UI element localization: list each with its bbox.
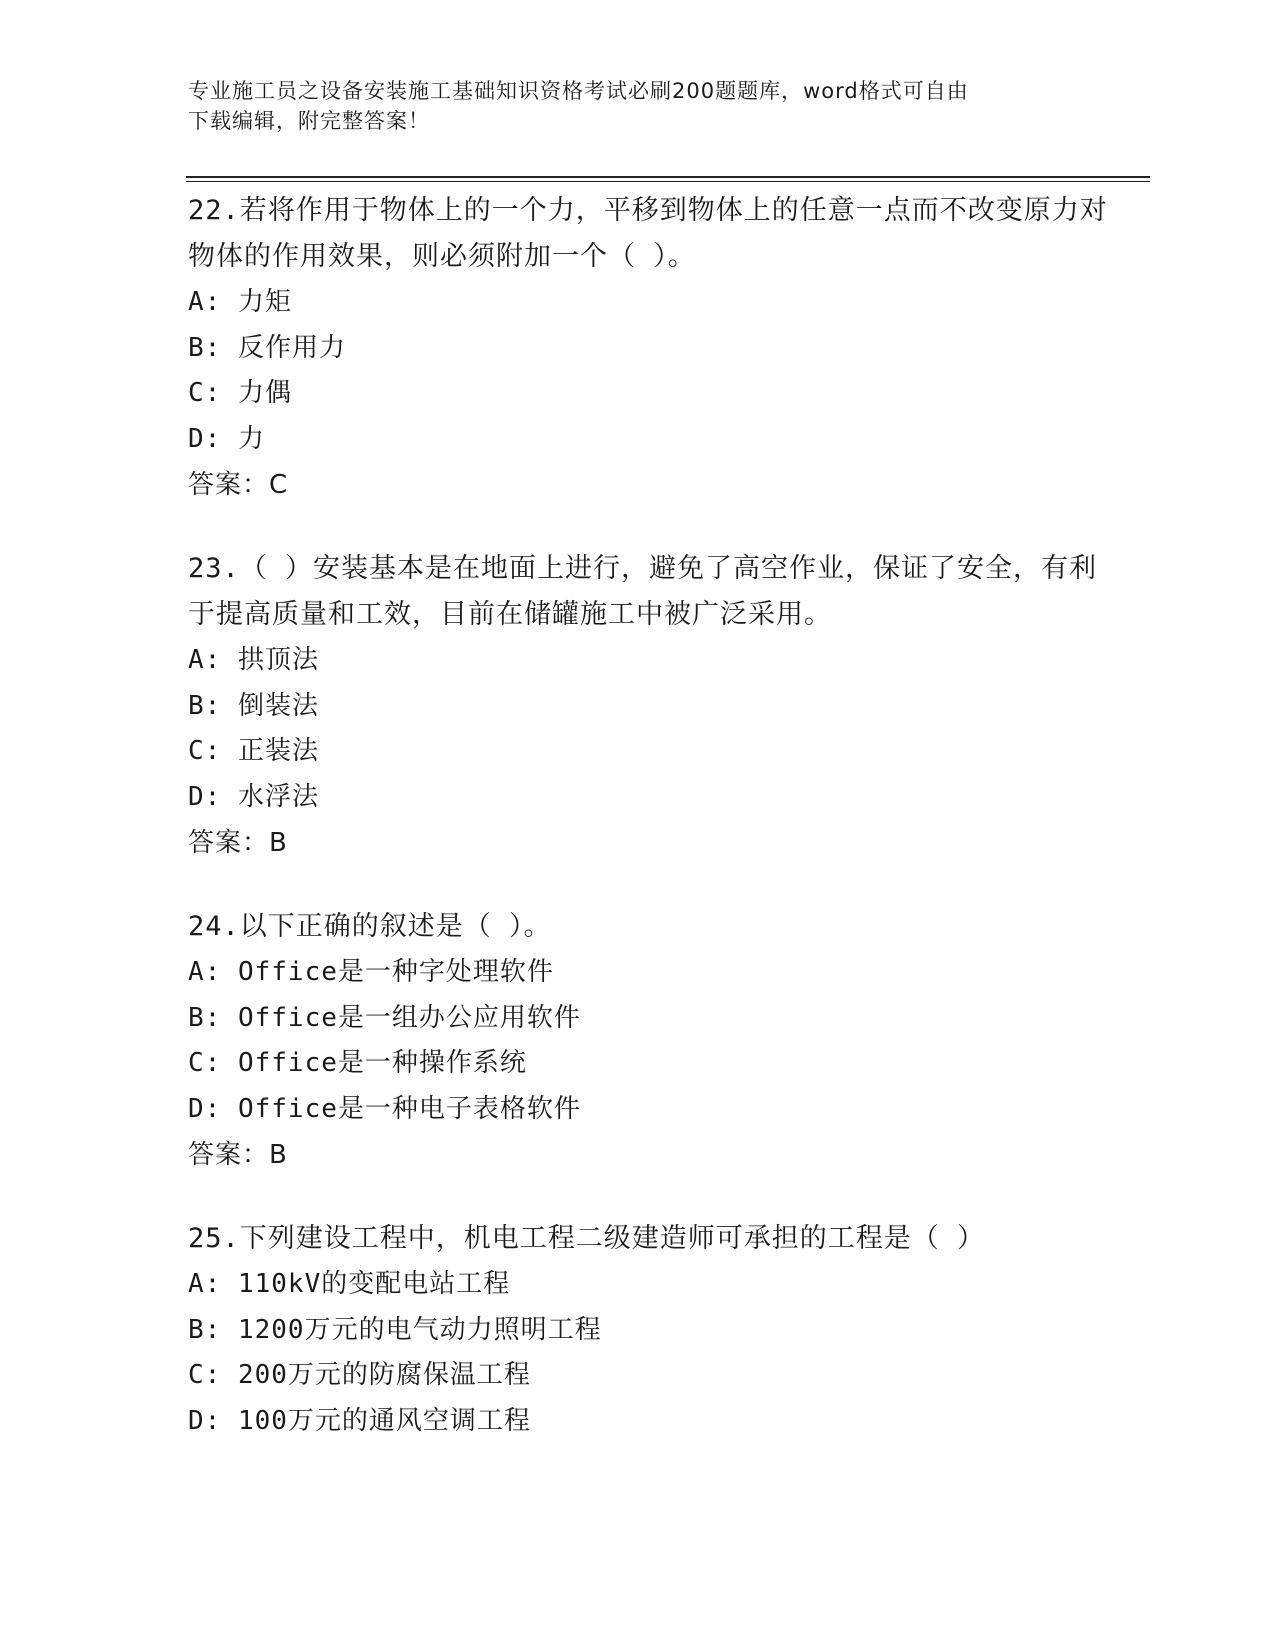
- question-25: [188, 1216, 1118, 1444]
- question-list: [188, 188, 1118, 1482]
- question-stem: 23.（ ）安装基本是在地面上进行，避免了高空作业，保证了安全，有利于提高质量和工效，目前在储罐施工中被广泛采用。: [188, 553, 1098, 630]
- option-a: A: 110kV的变配电站工程: [188, 1269, 511, 1299]
- option-a: A: Office是一种字处理软件: [188, 957, 554, 987]
- question-24: [188, 904, 1118, 1178]
- document-header: [188, 76, 1078, 136]
- answer-key: 答案：C: [188, 470, 289, 500]
- question-stem: 25.下列建设工程中，机电工程二级建造师可承担的工程是（ ）: [188, 1223, 986, 1254]
- option-b: B: 反作用力: [188, 332, 346, 363]
- option-c: C: Office是一种操作系统: [188, 1048, 527, 1078]
- option-c: C: 力偶: [188, 378, 292, 408]
- answer-key: 答案：B: [188, 828, 288, 858]
- option-d: D: 水浮法: [188, 781, 319, 812]
- option-b: B: 倒装法: [188, 690, 319, 721]
- question-23: [188, 546, 1118, 866]
- question-stem: 24.以下正确的叙述是（ ）。: [188, 911, 552, 942]
- option-b: B: Office是一组办公应用软件: [188, 1002, 581, 1033]
- header-divider-thick: [186, 176, 1150, 178]
- option-a: A: 力矩: [188, 287, 292, 317]
- option-a: A: 拱顶法: [188, 645, 319, 675]
- option-d: D: 力: [188, 423, 265, 454]
- option-c: C: 200万元的防腐保温工程: [188, 1360, 531, 1390]
- answer-key: 答案：B: [188, 1140, 288, 1170]
- question-22: [188, 188, 1118, 508]
- option-b: B: 1200万元的电气动力照明工程: [188, 1314, 602, 1345]
- option-d: D: Office是一种电子表格软件: [188, 1093, 581, 1124]
- option-d: D: 100万元的通风空调工程: [188, 1405, 531, 1436]
- header-title-line-2: 下载编辑，附完整答案！: [188, 109, 430, 133]
- header-title-line-1: 专业施工员之设备安装施工基础知识资格考试必刷200题题库，word格式可自由: [188, 79, 969, 103]
- question-stem: 22.若将作用于物体上的一个力，平移到物体上的任意一点而不改变原力对物体的作用效果，则必须附加一个（ ）。: [188, 195, 1108, 272]
- option-c: C: 正装法: [188, 736, 319, 766]
- header-divider-thin: [186, 181, 1150, 182]
